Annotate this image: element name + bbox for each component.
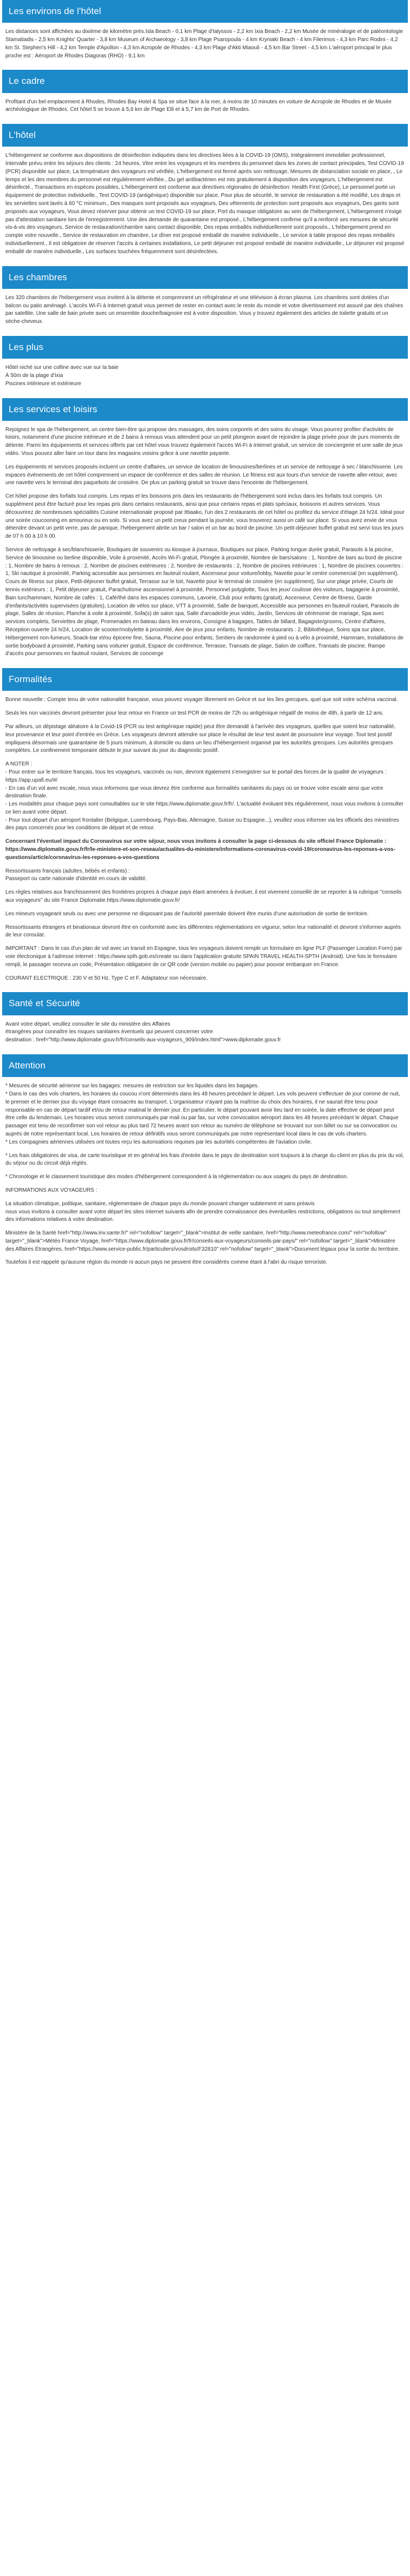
section-chambres <box>2 266 408 326</box>
section-formalites <box>2 668 408 982</box>
section-title-services: Les services et loisirs <box>2 398 408 421</box>
section-body-plus <box>2 364 408 388</box>
section-cadre <box>2 70 408 114</box>
section-title-plus: Les plus <box>2 336 408 359</box>
formalites-paragraph: Seuls les non vaccinés devront présenter pour leur retour en France un test PCR de moins de 72h ou antigénique négatif de moins de 48h, à partir de 12 ans. <box>5 710 384 717</box>
section-body-hotel <box>2 152 408 256</box>
section-body-chambres <box>2 294 408 326</box>
formalites-paragraph: Bonne nouvelle : Compte tenu de votre nationalité française, vous pouvez voyager librement en Grèce et sur les îles grecques, quel que soit votre schéma vaccinal. <box>5 697 398 703</box>
section-environs <box>2 0 408 60</box>
attention-paragraph: Toutefois il est rappelé qu'aucune région du monde ni aucun pays ne peuvent être considérés comme étant à l'abri du risque terroriste. <box>5 1259 328 1266</box>
environs-paragraph: Les distances sont affichées au dixième de kilomètre près.Isla Beach - 0,1 km Plage d'Ialyssos - 2,2 km Ixia Beach - 2,2 km Musée de minéralogie et de paléontologie Stamatiadis - 2,5 km Knights' Quarter - 3,8 km Museum of Archaeology - 3,8 km Plage Psaropoula - 4 km Kryniaki Beach - 4 km Filerimos - 4,3 km Parc Rodini - 4,2 km St. Stephen's Hill - 4,2 km Temple d'Apollon - 4,3 km Acropole de Rhodes - 4,3 km Plage d'Akti Miaouli - 4,5 km Bar Street - 4,5 km L'aéroport principal le plus proche est : Aéroport de Rhodes Diagoras (RHO) - 9,1 km <box>5 29 403 59</box>
chambres-paragraph: Les 320 chambres de l'hébergement vous invitent à la détente et comprennent un réfrigérateur et une télévision à écran plasma. Les chambres sont dotées d'un balcon ou patio aménagé. L'accès Wi-Fi à Internet gratuit vous permet de rester en contact avec le reste du monde et votre divertissement est assuré par des chaînes par satellite. Une salle de bain privée avec un ensemble douche/baignoire est à votre disposition. Vous y trouvez également des articles de toilette gratuits et un sèche-cheveux. <box>5 294 404 325</box>
section-title-formalites: Formalités <box>2 668 408 691</box>
section-title-cadre: Le cadre <box>2 70 408 93</box>
attention-paragraph: * Mesures de sécurité aérienne sur les bagages: mesures de restriction sur les liquides dans les bagages. * Dans le cas des vols charters, les horaires du coucou n'ont déterminés dans les 48 heures précédant le départ. Les vols peuvent s'effectuer de jour comme de nuit, le premier et le dernier jour du voyage étant consacrés au transport. L'organisateur n'ayant pas la maîtrise du choix des horaires, il ne saurait être tenu pour responsable en cas de départ tardif et/ou de retour matinal le dernier jour. En particulier, le départ pouvant avoir lieu tard en soirée, la date effective de départ peut être celle du lendemain. Les horaires vous seront communiqués par mail ou par fax, sur votre convocation aéroport dans les 48 heures précédant le départ. Chaque passager est tenu de reconfirmer son vol retour au plus tard 72 heures avant son retour au numéro de téléphone se trouvant sur son billet ou sur sa convocation ou auprès de notre représentant local. Les horaires de retour définitifs vous seront communiqués par notre représentant local dans le cas de vols charters. * Les compagnies aériennes utilisées ont toutes reçu les autorisations requises par les autorités compétentes de l'aviation civile. <box>5 1083 400 1145</box>
attention-links[interactable]: Ministère de la Santé href="http://www.inv.sante.fr/" rel="nofollow" target="_blank">Institut de veille sanitaire, href="http://www.meteofrance.com/" rel="nofollow" target="_blank">Météo France Voyage, href="https://www.diplomatie.gouv.fr/fr/conseils-aux-voyageurs/conseils-par-pays/" rel="nofollow" target="_blank">Ministère des Affaires Étrangères, href="https://www.service-public.fr/particuliers/vosdroits/F32810" rel="nofollow" target="_blank">Document légaux pour la sortie du territoire. <box>5 1230 400 1252</box>
formalites-paragraph: Par ailleurs, un dépistage aléatoire à la Covid-19 (PCR ou test antigénique rapide) peut être demandé à l'arrivée des voyageurs, quelles que soient leur nationalité, leur provenance et leur point d'entrée en Grèce. Les voyageurs devront attendre sur place le résultat de leur test avant de poursuivre leur voyage. Tout test positif impliquera désormais une quarantaine de 5 jours minimum, à domicile ou dans un lieu d'hébergement organisé par les autorités grecques. Les autorités grecques complètes. Le confinement temporaire débute le jour suivant du jour du diagnostic positif. <box>5 723 396 754</box>
services-paragraph: Cet hôtel propose des forfaits tout compris. Les repas et les boissons pris dans les restaurants de l'hébergement sont inclus dans les forfaits tout compris. Un supplément peut être facturé pour les repas pris dans certains restaurants, ainsi que pour certains repas et plats spéciaux, boissons et autres services. Vous découvrirez de nombreuses spécialités Cuisine internationale proposé par Ittiaako, l'un des 2 restaurants de cet hôtel ou profitez du service d'étage 24 h/24. Idéal pour une soirée coucooning en amoureux ou en solo. Si vous avez un petit creux pendant la journée, vous trouverez aussi un café sur place. Si vous avez envie de vous détendre devant un petit verre, pas de panique, l'hébergement abrite un bar / salon et un bar au bord de piscine. Un petit-déjeuner buffet gratuit est servi tous les jours de 07 h 00 à 10 h 00. <box>5 493 405 540</box>
plus-item: Hôtel niché sur une colline avec vue sur la baie <box>5 365 119 371</box>
formalites-electric: COURANT ELECTRIQUE : 230 V et 50 Hz. Type C et F. Adaptateur non nécessaire. <box>5 975 208 981</box>
section-title-environs: Les environs de l'hôtel <box>2 0 408 23</box>
formalites-coronavirus-link[interactable]: Concernant l'éventuel impact du Coronavirus sur votre séjour, nous vous invitons à consulter la page ci-dessous du site officiel France Diplomatie : https://www.diplomatie.gouv.fr/fr/le-ministere-et-son-reseau/actualites-du-ministere/informations-coronavirus-covid-19/coronavirus-les-reponses-a-vos-questions/article/coronavirus-les-reponses-a-vos-questions <box>5 838 395 861</box>
section-hotel <box>2 124 408 256</box>
section-attention <box>2 1054 408 1267</box>
formalites-important: IMPORTANT : Dans le cas d'un plan de vol avec un transit en Espagne, tous les voyageurs doivent remplir un formulaire en ligne PLF (Passenger Location Form) par voie électronique à l'adresse internet : https://www.spth.gob.es/create ou dans l'application gratuite SPAIN TRAVEL HEALTH-SPTH (Android). Une fois le formulaire rempli, le passager recevra un code, Présentation obligatoire de ce QR code (version mobile ou papier) pour pouvoir embarquer en France. <box>5 946 402 968</box>
section-body-services <box>2 426 408 659</box>
section-title-attention: Attention <box>2 1054 408 1077</box>
plus-item: À 50m de la plage d'Ixia <box>5 372 63 379</box>
hotel-paragraph: L'hébergement se conforme aux dispositions de désinfection indiquées dans les directives liées à la COVID-19 (OMS), Intégralement immobilier professionnel, Intervalle prévu entre les séjours des clients : 24 heures, Vitre entre les voyageurs et les membres du personnel dans les zones de contact principales, Test COVID-19 (PCR) disponible sur place, La température des voyageurs est vérifiée, L'hébergement est fermé après son nettoyage, Mesures de distanciation sociale en place, , Le temps et les des membres du personnel est régulièrement vérifiée., Du gel antibactérien est mis gratuitement à disposition des voyageurs, L'hébergement est désinfecté., Transactions en espèces possibles, L'hébergement est conforme aux directives régionales de désinfection: Health First (Grèce), Le personnel porte un équipement de protection individuelle., Test COVID-19 (antigénique) disponible sur place, Pour plus de sécurité, le service de restauration a été modifié, Les draps et les serviettes sont lavés à 60 °C minimum., Des masques sont proposés aux voyageurs, Des vêtements de protection sont proposés aux voyageurs, Des gants sont proposés aux voyageurs, Vous devez réserver pour obtenir un test COVID-19 sur place, Port du masque obligatoire au sein de l'hébergement, L'hébergement n'exige pas d'attestation sanitaire lors de l'enregistrement. Une des demande de quarantaine est proposé., L'hébergement confirme qu'il a renforcé ses mesures de sécurité vis-à-vis des voyageurs, Service de restauration/chambre sans contact disponible, Des repas emballés individuellement sont proposés., L'hébergement prend en compte votre nouvelle., Service de restauration en chambre, Le dîner est proposé emballé de manière individuelle., Le service à table propose des repas emballés individuellement., Il est obligatoire de réserver l'accès à certaines installations, Le petit déjeuner est proposé emballé de manière individuelle., Le déjeuner est proposé emballé de manière individuelle., Les surfaces touchées fréquemment sont désinfectées. <box>5 153 405 255</box>
section-title-sante: Santé et Sécurité <box>2 992 408 1015</box>
attention-paragraph: * Les frais obligatoires de visa, de carte touristique et en général les frais d'entrée dans le pays de destination sont toujours à la charge du client en plus du prix du vol, du séjour ou du circuit déjà réglés. <box>5 1152 404 1167</box>
sante-paragraph: Avant votre départ, veuillez consulter le site du ministère des Affaires étrangères pour connaître les risques sanitaires éventuels qui peuvent concerner votre destination : href="http://www.diplomatie.gouv.fr/fr/conseils-aux-voyageurs_909/index.html">www.diplomatie.gouv.fr <box>5 1021 281 1043</box>
attention-paragraph: La situation climatique, politique, sanitaire, réglementaire de chaque pays du monde pouvant changer subitement et sans préavis nous vous invitons à consulter avant votre départ les sites internet suivants afin de prendre connaissance des éventuelles restrictions, obligations ou tout simplement des informations relatives à votre destination. <box>5 1200 400 1223</box>
page <box>0 0 410 1287</box>
section-body-cadre <box>2 98 408 115</box>
section-title-chambres: Les chambres <box>2 266 408 289</box>
section-sante <box>2 992 408 1045</box>
services-paragraph: Rejoignez le spa de l'hébergement, un centre bien-être qui propose des massages, des soins corporels et des soins du visage. Vous pourrez profiter d'activités de loisirs, notamment d'une piscine intérieure et de 2 bains à remous vous attendent pour un petit plongeon avant de rejoindre la plage privée pour de purs moments de détente. Parmi les équipements et services offerts par cet hôtel vous trouvez également l'accès Wi-Fi à Internet gratuit, un service de conciergerie et une salle de jeux vidéo. Vous pouvez aller faire un tour dans les magasins voisins grâce à une navette payante. <box>5 426 403 457</box>
section-body-environs <box>2 28 408 60</box>
formalites-note: A NOTER : - Pour entrer sur le territoire français, tous les voyageurs, vaccinés ou non, devront également s'enregistrer sur le portail des forces de la qualité de voyageurs : https://app.upafi.eu/#/ - En cas d'un vol avec escale, nous vous informons que vous devrez être conforme aux formalités sanitaires du pays où se trouve votre escale ainsi que votre destination finale. - Les modalités pour chaque pays sont consultables sur le site https://www.diplomatie.gouv.fr/fr/. L'actualité évoluant très régulièrement, nous vous invitons à consulter ce lien avant votre départ. - Pour tout départ d'un aéroport frontalier (Belgique, Luxembourg, Pays-Bas, Allemagne, Suisse ou Espagne...), veuillez vous informer via les officiels des ministères des pays concernés pour les conditions de départ et de retour. <box>5 761 404 831</box>
formalites-paragraph: Les mineurs voyageant seuls ou avec une personne ne disposant pas de l'autorité parentale doivent être munis d'une autorisation de sortie de territoire. <box>5 910 369 917</box>
attention-heading: INFORMATIONS AUX VOYAGEURS : <box>5 1187 97 1193</box>
cadre-paragraph: Profitant d'un bel emplacement à Rhodes, Rhodes Bay Hotel & Spa se situe face à la mer, à moins de 10 minutes en voiture de Acropole de Rhodes et de Musée archéologique de Rhodes. Cet hôtel 5 se trouve à 5,6 km de Plage Elli et à 5,7 km de Port de Rhodes. <box>5 98 392 113</box>
section-services <box>2 398 408 659</box>
formalites-documents: Ressortissants français (adultes, bébés et enfants) : Passeport ou carte nationale d'identité en cours de validité. <box>5 868 147 882</box>
formalites-paragraph: Ressortissants étrangers et binationaux devront être en conformité avec les différentes réglementations en vigueur, selon leur nationalité et devront s'informer auprès de leur consulat. <box>5 924 401 939</box>
section-plus <box>2 336 408 388</box>
services-amenities-list: Service de nettoyage à sec/blanchisserie, Boutiques de souvenirs ou kiosque à journaux, Boutiques sur place, Parking longue durée gratuit, Parasols à la piscine, Service de limousine ou berline disponible, Voile à proximité, Accès Wi-Fi gratuit, Plongée à proximité, Nombre de bars/salons : 1, Nombre de bars au bord de piscine : 1, Nombre de bains à remous : 2, Nombre de piscines extérieures : 2, Nombre de restaurants : 2, Nombre de piscines intérieures : 1, Nombre de piscines couvertes : 1, Ski nautique à proximité, Parking accessible aux personnes en fauteuil roulant, Ascenseur pour voiture/lobby, Navette pour le centre commercial (en supplément), Cours de fitness sur place, Petit-déjeuner buffet gratuit, Terrasse sur le toit, Navette pour le terminal de croisière (en supplément), Sur une plage privée, Courts de tennis extérieurs : 1, Petit déjeuner gratuit, Parachutisme ascensionnel à proximité, Personnel polyglotte, Tous les jeux/ coulisse des visiteurs, bagagerie à proximité, Bain turc/hammam, Nombre de cafés : 1, Café/thé dans les espaces communs, Lavoirie, Club pour enfants (gratuit), Ascenseur, Centre de fitness, Garde d'enfants/activités supervisées (gratuites), Location de vélos sur place, VTT à proximité, Salle de banquet, Accessible aux personnes en fauteuil roulant, Parasols de plage, Salles de réunion, Planche à voile à proximité, Sofa(s) de salon spa, Salle d'arcade/de jeux vidéo, Jardin, Services de cérémonie de mariage, Spa avec services complets, Serviettes de plage, Promenades en bateau dans les environs, Consigne à bagages, Tables de billard, Bagagiste/grooms, Centre d'affaires, Réception ouverte 24 h/24, Location de scooter/mobylette à proximité, Aire de jeux pour enfants, Nombre de restaurants : 2, Bibliothèque, Soins spa sur place, Hébergement non-fumeurs, Snack-bar et/ou épicerie fine, Sauna, Piscine pour enfants, Sentiers de randonnée à pied ou à vélo à proximité, Hammam, Installations de sortie bodyboard à proximité, Parking sans voiturier gratuit, Espace de conférence, Terrasse, Transats de plage, Salon de coiffure, Transats de piscine, Rampe d'accès pour personnes en fauteuil roulant, Services de concierge <box>5 547 404 657</box>
services-paragraph: Les équipements et services proposés incluent un centre d'affaires, un service de location de limousines/berlines et un service de nettoyage à sec / blanchisserie. Les espaces événements de cet hôtel comprennent un espace de conférence et des salles de réunion. Le fitness est aux tours d'un service de navette aller-retour, avec une navette vers le terminal des paquebots de croisière. De plus un parking gratuit se trouve dans l'enceinte de l'hébergement. <box>5 464 403 486</box>
section-title-hotel: L'hôtel <box>2 124 408 147</box>
section-body-attention <box>2 1082 408 1267</box>
attention-paragraph: * Chronologie et le classement touristique des modes d'hébergement correspondent à la réglementation ou aux usages du pays de destination. <box>5 1174 348 1180</box>
section-body-formalites <box>2 696 408 982</box>
plus-item: Piscines intérieure et extérieure <box>5 380 82 387</box>
section-body-sante <box>2 1021 408 1045</box>
formalites-paragraph: Les règles relatives aux franchissement des frontières propres à chaque pays étant amenées à évoluer, il est vivement conseillé de se reporter à la rubrique "conseils aux voyageurs" du site France Diplomatie.https://www.diplomatie.gouv.fr/ <box>5 889 402 904</box>
